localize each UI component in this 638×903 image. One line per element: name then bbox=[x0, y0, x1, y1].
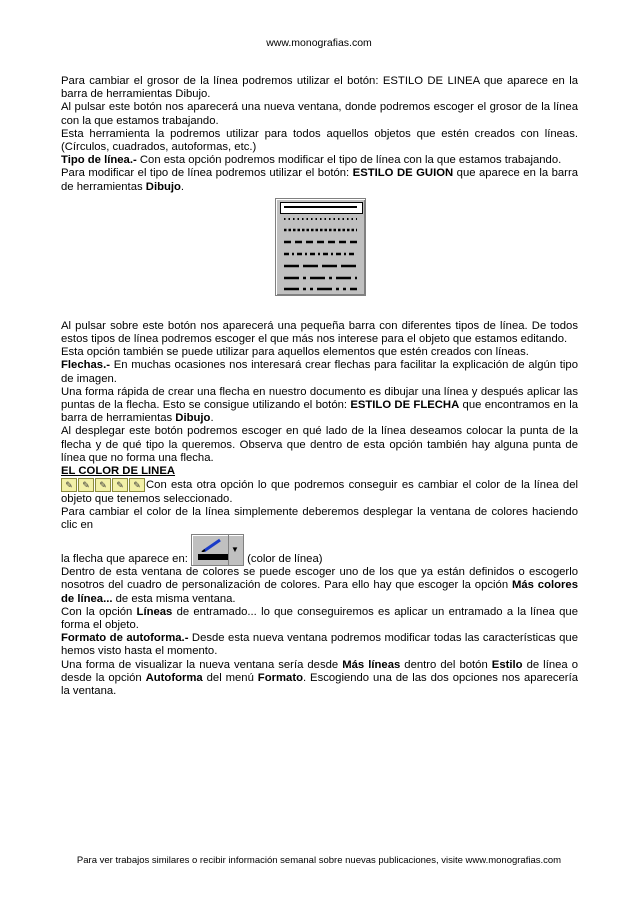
paragraph: Al desplegar este botón podremos escoger en qué lado de la línea deseamos colocar la punta de la flecha y de qué tipo la queremos. Observa que dentro de esta opción también hay alguna punta de línea que no forma una flecha. bbox=[61, 425, 578, 464]
section-heading: Flechas.- bbox=[61, 359, 110, 372]
document-body bbox=[61, 75, 578, 698]
paragraph: Esta herramienta la podremos utilizar para todos aquellos objetos que estén creados con líneas. (Círculos, cuadrados, autoformas, etc.) bbox=[61, 127, 578, 154]
paragraph: Una forma de visualizar la nueva ventana sería desde Más líneas dentro del botón Estilo de línea o desde la opción Autoforma del menú Formato. Escogiendo una de las dos opciones nos aparecería la ventana. bbox=[61, 658, 578, 697]
line-color-icon: ✎ bbox=[61, 478, 77, 492]
chevron-down-icon[interactable]: ▼ bbox=[228, 535, 241, 565]
paragraph: Dentro de esta ventana de colores se puede escoger uno de los que ya están definidos o escogerlo nosotros del cuadro de personalización de colores. Para ello hay que escoger la opción Más colores de línea... de esta misma ventana. bbox=[61, 566, 578, 605]
section-heading: EL COLOR DE LINEA bbox=[61, 465, 176, 478]
paragraph: Al pulsar este botón nos aparecerá una nueva ventana, donde podremos escoger el grosor de la línea con la que estamos trabajando. bbox=[61, 101, 578, 127]
page-header-url: www.monografias.com bbox=[266, 37, 372, 49]
color-swatch-bar bbox=[198, 554, 228, 560]
paragraph: la flecha que aparece en: ▼ (color de línea) bbox=[61, 534, 578, 566]
line-color-icon-strip bbox=[61, 478, 146, 492]
color-intro-paragraph: ✎ ✎ ✎ ✎ ✎ Con esta otra opción lo que podremos conseguir es cambiar el color de la línea del objeto que tenemos seleccionado. bbox=[61, 479, 578, 505]
line-color-icon: ✎ bbox=[112, 478, 128, 492]
paragraph: Para modificar el tipo de línea podremos utilizar el botón: ESTILO DE GUION que aparece en la barra de herramientas Dibujo. bbox=[61, 167, 578, 193]
dash-style-lines bbox=[276, 199, 365, 295]
paragraph: Con la opción Líneas de entramado... lo que conseguiremos es aplicar un entramado a la línea que forma el objeto. bbox=[61, 605, 578, 631]
autoforma-paragraph: Formato de autoforma.- Desde esta nueva ventana podremos modificar todas las características que hemos visto hasta el momento. bbox=[61, 632, 578, 658]
pencil-icon bbox=[200, 538, 224, 552]
section-heading: Formato de autoforma.- bbox=[61, 632, 189, 645]
paragraph: Esta opción también se puede utilizar para aquellos elementos que estén creados con líneas. bbox=[61, 346, 529, 359]
section-heading: Tipo de línea.- bbox=[61, 154, 137, 167]
flechas-paragraph: Flechas.- En muchas ocasiones nos interesará crear flechas para facilitar la explicación de algún tipo de imagen. bbox=[61, 359, 578, 385]
line-color-icon: ✎ bbox=[129, 478, 145, 492]
dash-style-icon[interactable] bbox=[275, 198, 366, 296]
line-color-icon: ✎ bbox=[95, 478, 111, 492]
paragraph: Para cambiar el grosor de la línea podremos utilizar el botón: ESTILO DE LINEA que aparece en la barra de herramientas Dibujo. bbox=[61, 75, 578, 101]
paragraph: Al pulsar sobre este botón nos aparecerá una pequeña barra con diferentes tipos de línea. De todos estos tipos de línea podremos escoger el que más nos interese para el objeto que estamos editando. bbox=[61, 319, 578, 346]
paragraph: Para cambiar el color de la línea simplemente deberemos desplegar la ventana de colores haciendo clic en bbox=[61, 505, 578, 531]
line-color-icon: ✎ bbox=[78, 478, 94, 492]
line-color-button[interactable] bbox=[191, 534, 244, 566]
tipo-linea-paragraph: Tipo de línea.- Con esta opción podremos modificar el tipo de línea con la que estamos trabajando. bbox=[61, 154, 562, 167]
page-footer: Para ver trabajos similares o recibir información semanal sobre nuevas publicaciones, visite www.monografias.com bbox=[76, 855, 562, 866]
paragraph: Una forma rápida de crear una flecha en nuestro documento es dibujar una línea y después aplicar las puntas de la flecha. Esto se consigue utilizando el botón: ESTILO DE FLECHA que encontramos en la barra de herramientas Dibujo. bbox=[61, 385, 578, 425]
